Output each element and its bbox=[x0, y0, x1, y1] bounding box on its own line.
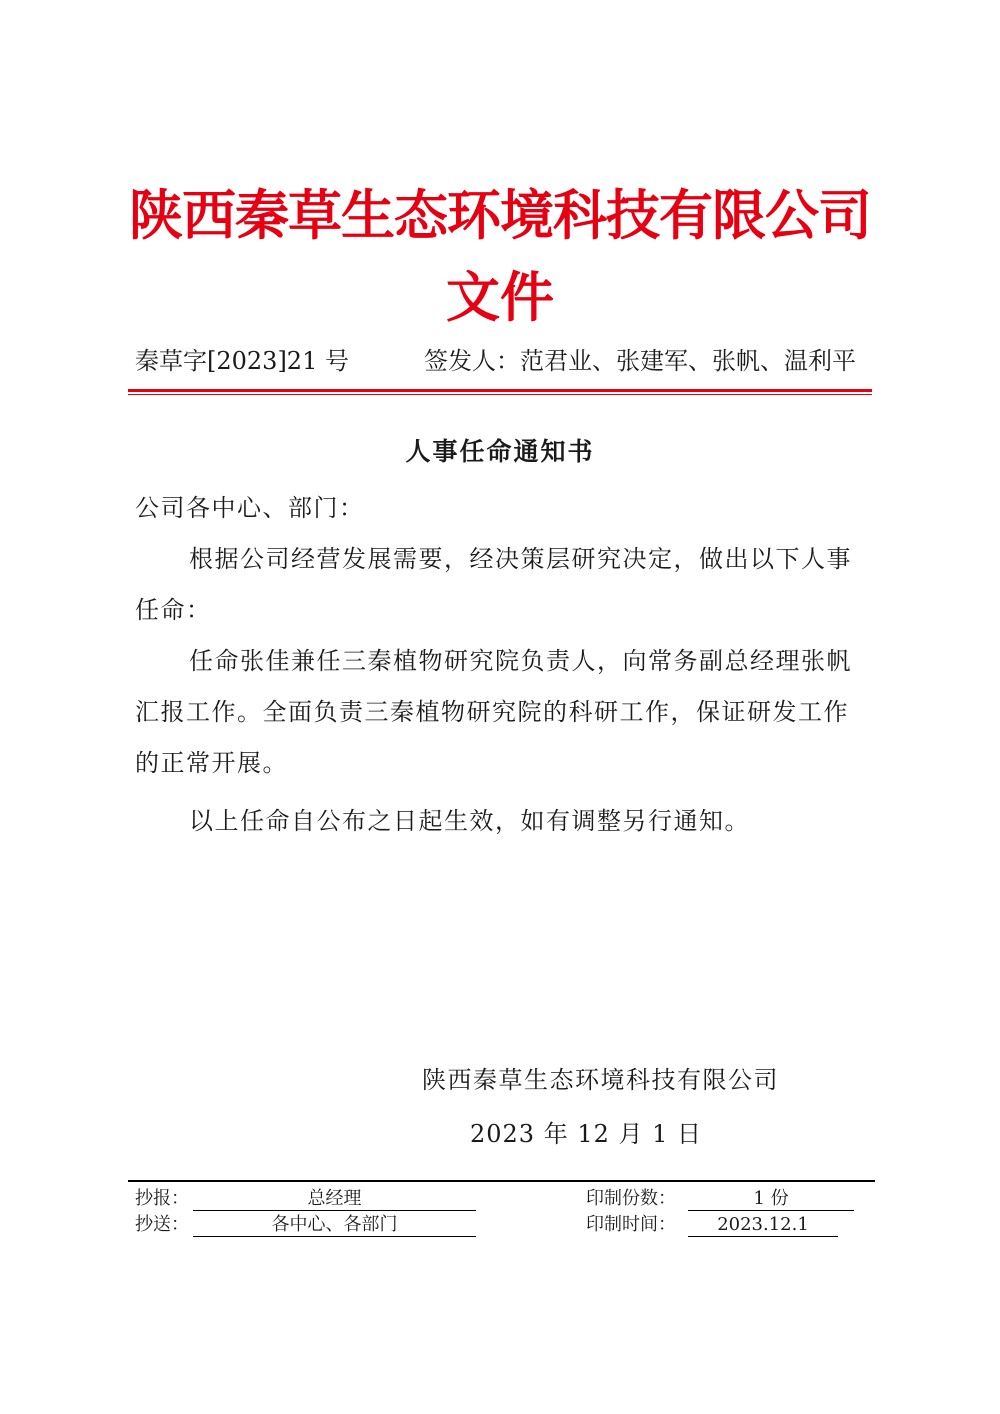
notice-body bbox=[135, 534, 855, 636]
notice-title: 人事任命通知书 bbox=[405, 437, 595, 466]
paragraph-1: 根据公司经营发展需要，经决策层研究决定，做出以下人事任命： bbox=[135, 545, 852, 624]
issuer-name: 陕西秦草生态环境科技有限公司 bbox=[422, 1066, 779, 1094]
copies-value: 1 份 bbox=[688, 1188, 854, 1211]
red-divider-thick bbox=[128, 389, 872, 392]
org-title: 陕西秦草生态环境科技有限公司 bbox=[129, 184, 871, 247]
issue-date: 2023 年 12 月 1 日 bbox=[470, 1120, 703, 1148]
copies-label: 印制份数： bbox=[586, 1188, 676, 1209]
send-value: 各中心、各部门 bbox=[193, 1214, 476, 1237]
print-time-value: 2023.12.1 bbox=[688, 1214, 838, 1237]
paragraph-2: 任命张佳兼任三秦植物研究院负责人，向常务副总经理张帆汇报工作。全面负责三秦植物研究院的科研工作，保证研发工作的正常开展。 bbox=[135, 647, 852, 777]
send-label: 抄送： bbox=[135, 1214, 189, 1235]
paragraph-3: 以上任命自公布之日起生效，如有调整另行通知。 bbox=[189, 807, 750, 835]
salutation: 公司各中心、部门： bbox=[135, 494, 365, 522]
red-divider-thin bbox=[128, 394, 872, 395]
report-label: 抄报： bbox=[135, 1188, 189, 1209]
notice-body-3 bbox=[135, 796, 855, 847]
footer-top-rule bbox=[128, 1180, 875, 1182]
print-time-label: 印制时间： bbox=[586, 1214, 676, 1235]
report-value: 总经理 bbox=[193, 1188, 476, 1211]
document-word: 文件 bbox=[446, 266, 554, 329]
notice-body-2 bbox=[135, 636, 855, 789]
signers: 签发人：范君业、张建军、张帆、温利平 bbox=[424, 347, 856, 375]
document-number: 秦草字[2023]21 号 bbox=[135, 347, 349, 375]
